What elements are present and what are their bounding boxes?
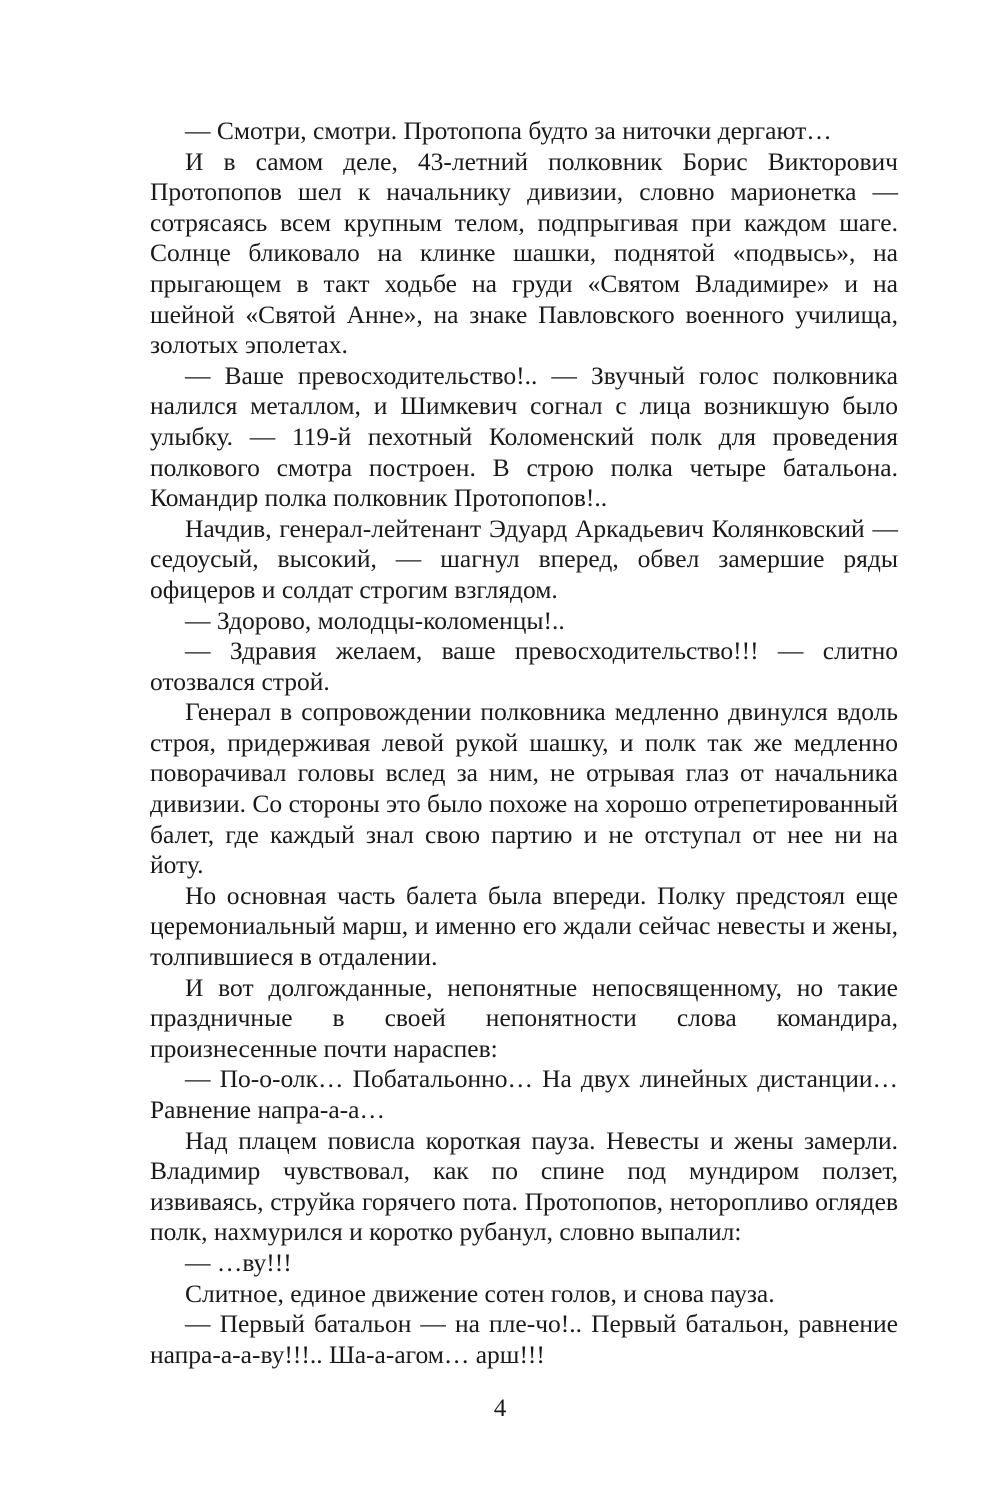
paragraph: — Здорово, молодцы-коломенцы!.. (185, 605, 565, 635)
paragraph: И в самом деле, 43-летний полковник Борис Викторович Протопопов шел к начальнику дивизии, словно марионетка — сотрясаясь всем крупным телом, подпрыгивая при каждом шаге. Солнце бликовало на клинке шашки, поднятой «подвысь», на прыгающем в такт ходьбе на груди «Святом Владимире» и на шейной «Святой Анне», на знаке Павловского военного училища, золотых эполетах. (150, 146, 898, 360)
paragraph: Начдив, генерал-лейтенант Эдуард Аркадьевич Колянковский — седоусый, высокий, — шагнул вперед, обвел замершие ряды офицеров и солдат строгим взглядом. (150, 513, 898, 604)
paragraph: И вот долгожданные, непонятные непосвященному, но такие праздничные в своей непонятности слова командира, произнесенные почти нараспев: (150, 972, 898, 1063)
paragraph: Генерал в сопровождении полковника медленно двинулся вдоль строя, придерживая левой рукой шашку, и полк так же медленно поворачивал головы вслед за ним, не отрывая глаз от начальника дивизии. Со стороны это было похоже на хорошо отрепетированный балет, где каждый знал свою партию и не отступал от нее ни на йоту. (150, 697, 898, 880)
paragraph: — По-о-олк… Побатальонно… На двух линейных дистанции… Равнение напра-а-а… (150, 1064, 898, 1124)
paragraph: — Смотри, смотри. Протопопа будто за ниточки дергают… (185, 116, 832, 145)
page-number: 4 (493, 1395, 507, 1422)
paragraph: — Первый батальон — на пле-чо!.. Первый батальон, равнение напра-а-а-ву!!!.. Ша-а-агом… арш!!! (150, 1309, 898, 1369)
paragraph: — Здравия желаем, ваше превосходительство!!! — слитно отозвался строй. (150, 636, 898, 696)
paragraph: Но основная часть балета была впереди. Полку предстоял еще церемониальный марш, и именно его ждали сейчас невесты и жены, толпившиеся в отдалении. (150, 880, 898, 972)
body-text (150, 116, 898, 1370)
paragraph: — Ваше превосходительство!.. — Звучный голос полковника налился металлом, и Шимкевич согнал с лица возникшую было улыбку. — 119-й пехотный Коломенский полк для проведения полкового смотра построен. В строю полка четыре батальона. Командир полка полковник Протопопов!.. (150, 360, 898, 513)
paragraph: Слитное, единое движение сотен голов, и снова пауза. (185, 1278, 775, 1308)
paragraph: Над плацем повисла короткая пауза. Невесты и жены замерли. Владимир чувствовал, как по спине под мундиром ползет, извиваясь, струйка горячего пота. Протопопов, неторопливо оглядев полк, нахмурился и коротко рубанул, словно выпалил: (150, 1125, 898, 1247)
paragraph: — …ву!!! (185, 1247, 292, 1277)
